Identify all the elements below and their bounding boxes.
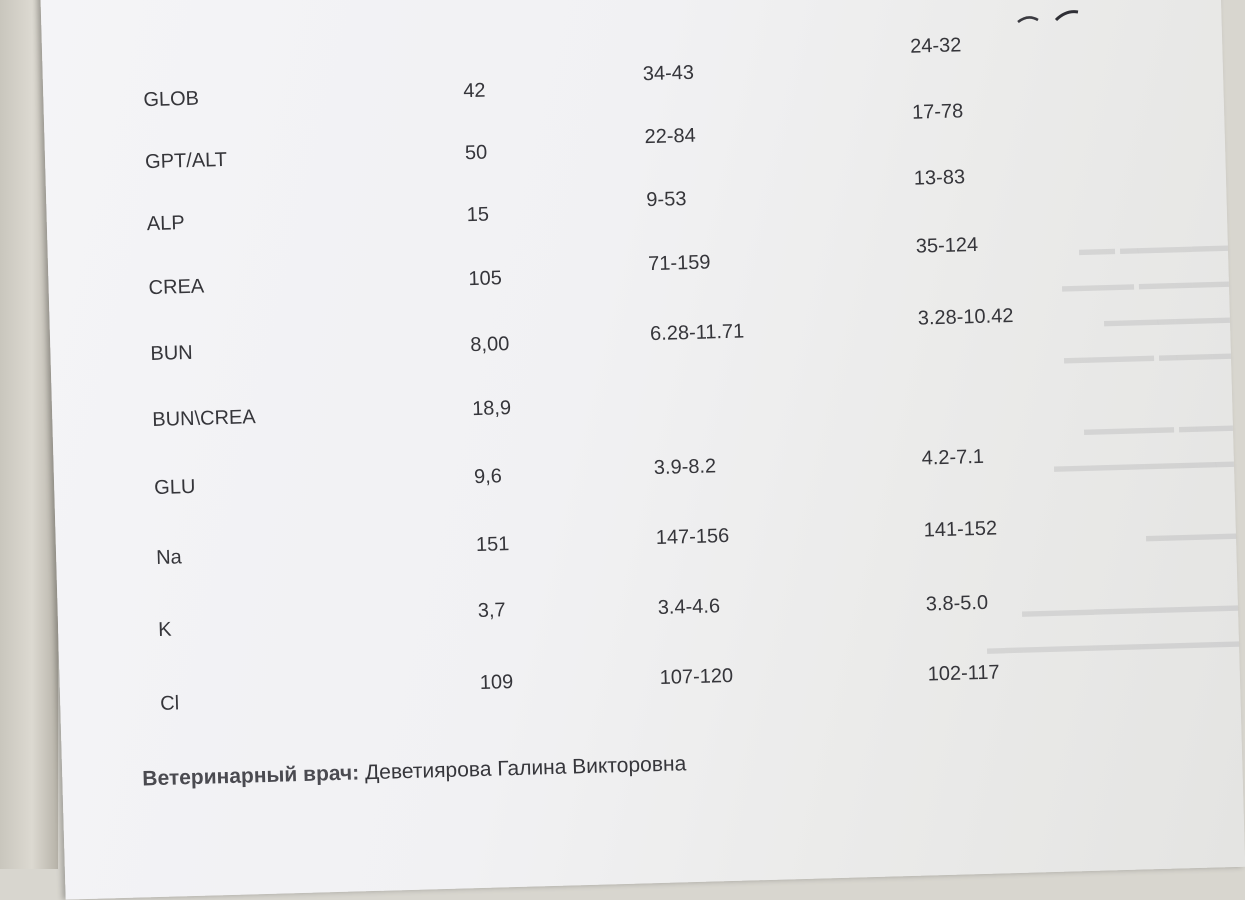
result-value: 3,7 xyxy=(477,599,506,623)
lab-results-sheet xyxy=(40,0,1245,900)
result-value: 109 xyxy=(479,671,514,694)
reference-range: 6.28-11.71 xyxy=(649,320,745,346)
param-name: Na xyxy=(155,546,183,569)
reference-range: 34-43 xyxy=(642,61,695,86)
reference-range-alt: 141-152 xyxy=(923,517,998,542)
reference-range-alt: 35-124 xyxy=(915,233,979,258)
reference-range-alt: 24-32 xyxy=(909,34,962,58)
param-name: CREA xyxy=(148,275,205,300)
reference-range-alt: 13-83 xyxy=(913,166,966,190)
reference-range-alt: 3.8-5.0 xyxy=(925,591,989,616)
result-value: 42 xyxy=(462,79,486,103)
pen-mark-icon xyxy=(1016,8,1086,30)
result-value: 151 xyxy=(475,533,510,557)
param-name: Cl xyxy=(159,692,180,715)
reference-range-alt: 3.28-10.42 xyxy=(917,304,1014,330)
reference-range: 3.4-4.6 xyxy=(657,595,721,619)
reference-range-alt: 17-78 xyxy=(911,100,964,124)
signature-label: Ветеринарный врач: xyxy=(142,761,360,791)
reference-range: 71-159 xyxy=(647,251,711,276)
reference-range: 147-156 xyxy=(655,524,730,550)
result-value: 50 xyxy=(464,141,488,165)
param-name: ALP xyxy=(146,212,185,236)
result-value: 105 xyxy=(468,267,503,291)
reference-range: 9-53 xyxy=(646,188,687,212)
reference-range-alt: 102-117 xyxy=(927,661,1000,686)
result-value: 15 xyxy=(466,203,490,227)
result-value: 9,6 xyxy=(473,465,503,489)
param-name: GLU xyxy=(153,475,196,500)
param-name: BUN\CREA xyxy=(152,406,256,432)
show-through-text: ▬▬▬▬▬▬ ▬▬ ▬▬▬▬▬ ▬▬▬▬ ▬▬▬▬▬▬▬ ▬▬▬▬ ▬▬▬▬▬ ▬▬▬ ▬▬▬▬▬ ▬▬▬▬▬▬▬▬▬▬ ▬▬▬▬▬ ▬▬▬▬▬▬▬▬▬▬▬▬ ▬▬▬▬▬▬▬▬▬▬▬▬▬▬ xyxy=(986,234,1240,658)
param-name: K xyxy=(157,618,172,641)
result-value: 8,00 xyxy=(470,333,510,357)
param-name: GLOB xyxy=(143,87,200,112)
reference-range: 22-84 xyxy=(644,124,697,149)
veterinarian-name: Деветиярова Галина Викторовна xyxy=(364,752,687,785)
veterinarian-signature-line xyxy=(142,752,687,791)
result-value: 18,9 xyxy=(471,397,512,421)
param-name: BUN xyxy=(150,341,194,366)
reference-range-alt: 4.2-7.1 xyxy=(921,445,985,470)
param-name: GPT/ALT xyxy=(144,148,228,174)
reference-range: 107-120 xyxy=(659,664,734,689)
reference-range: 3.9-8.2 xyxy=(653,455,717,480)
